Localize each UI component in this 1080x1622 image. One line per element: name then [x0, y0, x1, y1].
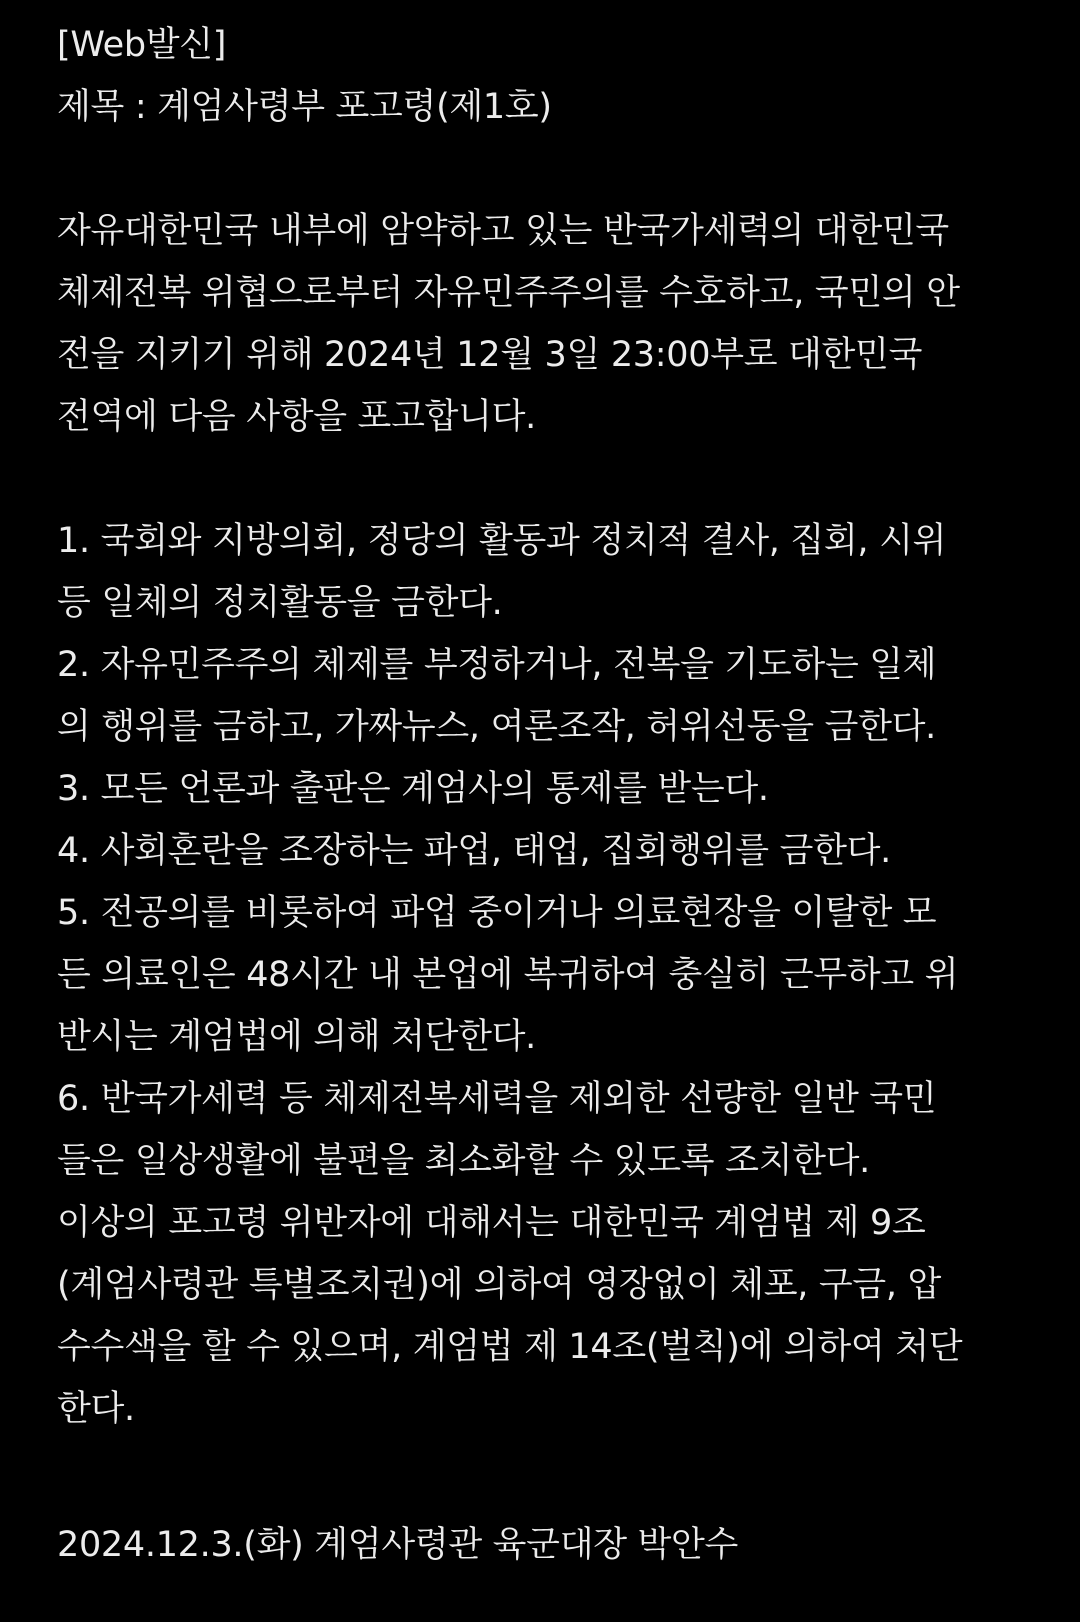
- intro-line: 자유대한민국 내부에 암약하고 있는 반국가세력의 대한민국: [57, 211, 949, 251]
- article-line: 6. 반국가세력 등 체제전복세력을 제외한 선량한 일반 국민: [57, 1079, 937, 1119]
- subject-line: 제목 : 계엄사령부 포고령(제1호): [57, 87, 552, 127]
- article-line: 4. 사회혼란을 조장하는 파업, 태업, 집회행위를 금한다.: [57, 831, 891, 871]
- article-line: 등 일체의 정치활동을 금한다.: [57, 583, 503, 623]
- source-tag: [Web발신]: [57, 25, 227, 65]
- intro-line: 체제전복 위협으로부터 자유민주주의를 수호하고, 국민의 안: [57, 273, 960, 313]
- article-line: 2. 자유민주주의 체제를 부정하거나, 전복을 기도하는 일체: [57, 645, 937, 685]
- intro-line: 전역에 다음 사항을 포고합니다.: [57, 397, 536, 437]
- intro-line: 전을 지키기 위해 2024년 12월 3일 23:00부로 대한민국: [57, 335, 923, 375]
- penalty-line: (계엄사령관 특별조치권)에 의하여 영장없이 체포, 구금, 압: [57, 1265, 942, 1305]
- spacer: [57, 448, 1047, 510]
- article-line: 의 행위를 금하고, 가짜뉴스, 여론조작, 허위선동을 금한다.: [57, 707, 936, 747]
- article-line: 들은 일상생활에 불편을 최소화할 수 있도록 조치한다.: [57, 1141, 871, 1181]
- signature-line: 2024.12.3.(화) 계엄사령관 육군대장 박안수: [57, 1525, 739, 1565]
- article-line: 5. 전공의를 비롯하여 파업 중이거나 의료현장을 이탈한 모: [57, 893, 937, 933]
- article-line: 반시는 계엄법에 의해 처단한다.: [57, 1017, 536, 1057]
- articles-list: [57, 510, 1047, 1440]
- message-body: [57, 14, 1047, 1576]
- spacer: [57, 1440, 1047, 1514]
- penalty-line: 이상의 포고령 위반자에 대해서는 대한민국 계엄법 제 9조: [57, 1203, 926, 1243]
- penalty-line: 수수색을 할 수 있으며, 계엄법 제 14조(벌칙)에 의하여 처단: [57, 1327, 963, 1367]
- spacer: [57, 138, 1047, 200]
- article-line: 3. 모든 언론과 출판은 계엄사의 통제를 받는다.: [57, 769, 769, 809]
- penalty-line: 한다.: [57, 1389, 135, 1429]
- article-line: 1. 국회와 지방의회, 정당의 활동과 정치적 결사, 집회, 시위: [57, 521, 947, 561]
- article-line: 든 의료인은 48시간 내 본업에 복귀하여 충실히 근무하고 위: [57, 955, 959, 995]
- intro-paragraph: [57, 200, 1047, 448]
